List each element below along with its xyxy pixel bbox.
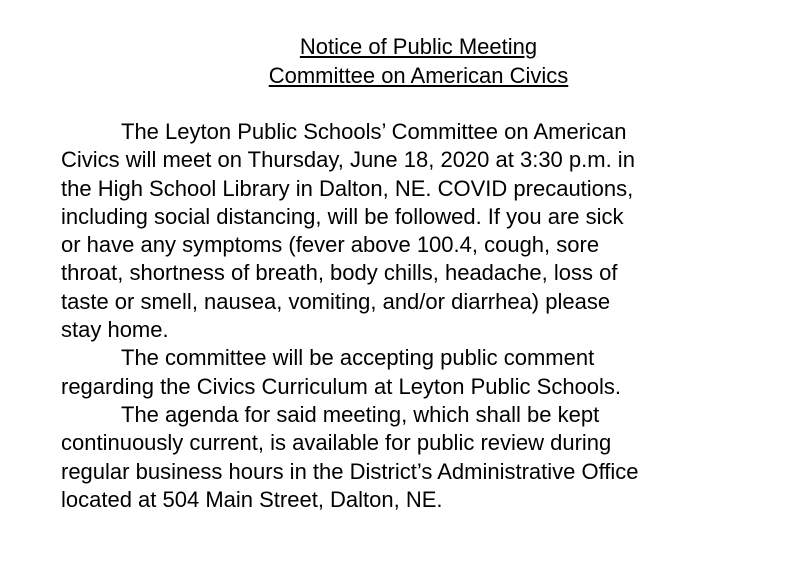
committee-title: Committee on American Civics [268, 63, 569, 88]
paragraph-line: The agenda for said meeting, which shall be kept [121, 401, 600, 427]
public-comment-paragraph [61, 344, 776, 401]
paragraph-line: taste or smell, nausea, vomiting, and/or diarrhea) please [61, 288, 611, 314]
paragraph-line: the High School Library in Dalton, NE. COVID precautions, [61, 175, 634, 201]
paragraph-line: continuously current, is available for public review during [61, 430, 612, 456]
notice-title: Notice of Public Meeting [299, 34, 538, 59]
notice-document [61, 32, 776, 514]
paragraph-line: or have any symptoms (fever above 100.4, cough, sore [61, 232, 600, 258]
paragraph-line: located at 504 Main Street, Dalton, NE. [61, 486, 443, 512]
paragraph-line: regular business hours in the District’s Administrative Office [61, 458, 639, 484]
meeting-paragraph [61, 118, 776, 344]
paragraph-line: The committee will be accepting public comment [121, 345, 595, 371]
paragraph-line: Civics will meet on Thursday, June 18, 2020 at 3:30 p.m. in [61, 147, 635, 173]
paragraph-line: throat, shortness of breath, body chills, headache, loss of [61, 260, 618, 286]
paragraph-line: including social distancing, will be followed. If you are sick [61, 203, 624, 229]
paragraph-line: regarding the Civics Curriculum at Leyton Public Schools. [61, 373, 622, 399]
paragraph-line: The Leyton Public Schools’ Committee on American [121, 119, 627, 144]
title-spacer [61, 90, 776, 118]
paragraph-line: stay home. [61, 317, 169, 343]
agenda-paragraph [61, 401, 776, 514]
